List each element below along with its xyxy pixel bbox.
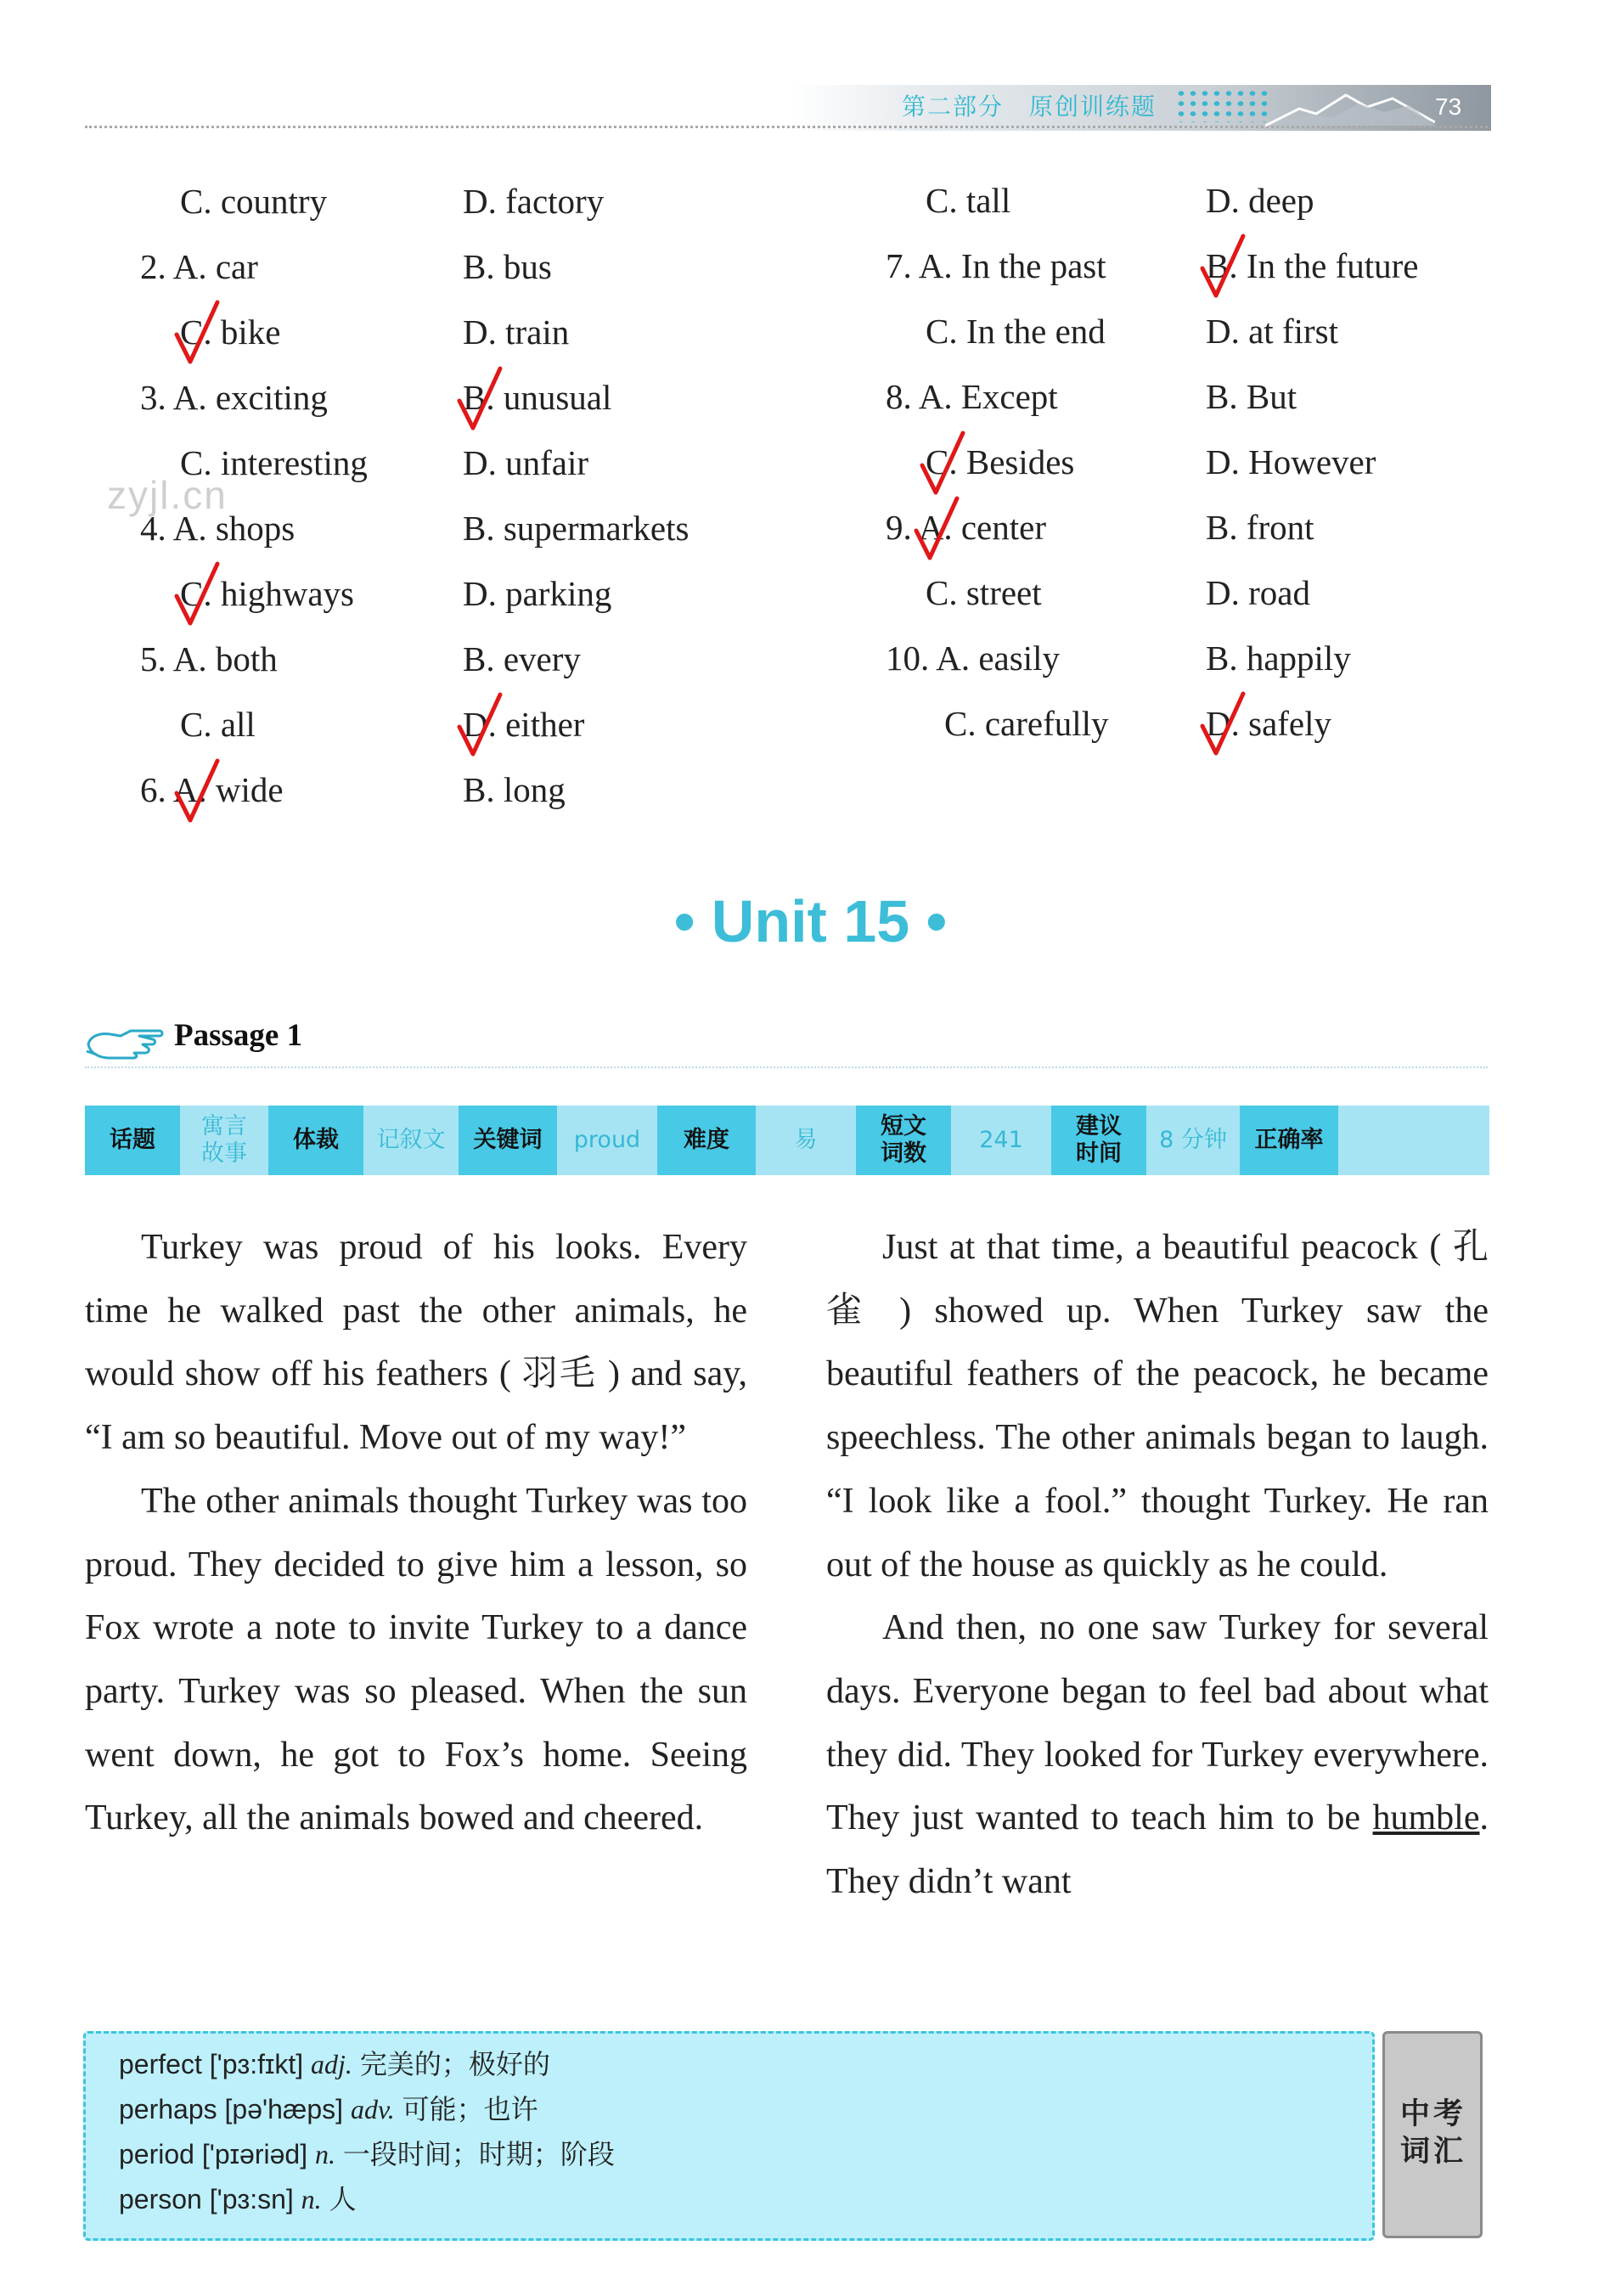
topic-value: 寓言故事 [180,1106,268,1175]
option-4d: D. parking [463,574,612,613]
accuracy-label: 正确率 [1240,1106,1338,1175]
option-5c: C. all [180,705,256,744]
check-mark-icon [456,689,507,763]
option-8d: D. However [1206,442,1376,481]
check-mark-icon [173,297,224,370]
passage-text: . They didn’t want [826,1798,1489,1902]
vocab-entry [119,2133,615,2172]
unit-title: • Unit 15 • [673,888,948,954]
option-9c: C. street [926,573,1042,612]
passage-text: And then, no one saw Turkey for several days. Everyone began to feel bad about what they did. They looked for Turkey everywhere. They just wanted to teach him to be [826,1608,1489,1838]
passage-right-column [826,1216,1489,1914]
check-mark-icon [173,756,224,829]
vocab-pos: n. [301,2184,322,2214]
vocab-word: person [119,2184,202,2214]
passage-left-column [85,1216,747,1850]
difficulty-label: 难度 [657,1106,756,1175]
option-4c: C. highways [180,574,354,613]
passage-paragraph: Just at that time, a beautiful peacock ( 孔雀 ) showed up. When Turkey saw the beautiful feathers of the peacock, he became speechless. The other animals began to laugh. “I look like a fool.” thought Turkey. He ran out of the house as quickly as he could. [826,1228,1489,1584]
check-mark-icon [456,363,507,436]
dot-pattern [1175,88,1269,122]
passage-paragraph: The other animals thought Turkey was too proud. They decided to give him a lesson, so Fox wrote a note to invite Turkey to a dance party. Turkey was so pleased. When the sun went down, he got to Fox’s home. Seeing Turkey, all the animals bowed and cheered. [85,1481,747,1838]
passage-label: Passage 1 [174,1018,303,1053]
difficulty-value: 易 [756,1106,856,1175]
topic-label: 话题 [85,1106,180,1175]
option-9a: 9. A. center [886,508,1046,547]
vocab-meaning: 完美的；极好的 [359,2048,550,2080]
vocab-ipa: ['pɪəriəd] [201,2139,308,2169]
passage-paragraph [826,1596,1489,1914]
time-value: 8 分钟 [1146,1106,1240,1175]
option-7c: C. In the end [926,312,1106,351]
option-5d: D. either [463,705,585,744]
option-8b: B. But [1206,377,1297,416]
word-count-label: 短文词数 [856,1106,951,1175]
vocab-meaning: 人 [329,2183,357,2215]
option-10c: C. carefully [944,704,1109,743]
option-4a: 4. A. shops [140,509,295,548]
word-count-value: 241 [951,1106,1051,1175]
vocab-entry [119,2043,550,2082]
vocab-entry [119,2088,538,2127]
accuracy-value [1338,1106,1489,1175]
underlined-word: humble [1372,1798,1480,1838]
watermark: zyjl.cn [107,473,228,517]
vocab-pos: adv. [350,2094,395,2124]
option-6c: C. tall [926,181,1011,220]
option-5b: B. every [463,639,581,678]
option-7d: D. at first [1206,312,1338,351]
vocab-ipa: [pə'hæps] [224,2094,344,2124]
option-10b: B. happily [1206,639,1351,678]
check-mark-icon [1199,689,1250,762]
option-10d: D. safely [1206,704,1332,743]
option-3c: C. interesting [180,443,368,482]
passage-paragraph: Turkey was proud of his looks. Every time he walked past the other animals, he would show off his feathers ( 羽毛 ) and say, “I am so beautiful. Move out of my way!” [85,1228,747,1458]
vocab-entry [119,2178,357,2217]
vocab-meaning: 可能；也许 [402,2093,538,2125]
check-mark-icon [919,428,970,501]
option-8c: C. Besides [926,442,1075,481]
keyword-value: proud [557,1106,657,1175]
option-7a: 7. A. In the past [886,246,1106,285]
vocab-word: period [119,2139,194,2169]
option-2b: B. bus [463,247,552,286]
option-6d: D. deep [1206,181,1314,220]
option-10a: 10. A. easily [886,639,1060,678]
option-3b: B. unusual [463,378,612,417]
vocab-word: perfect [119,2049,202,2079]
vocab-pos: n. [314,2139,335,2169]
option-9d: D. road [1206,573,1310,612]
option-6a: 6. A. wide [140,770,284,809]
option-2c: C. bike [180,312,281,352]
option-1d: D. factory [463,182,605,221]
check-mark-icon [173,559,224,632]
vocab-tab-label: 中考词汇 [1399,2097,1466,2169]
option-4b: B. supermarkets [463,509,689,548]
option-2d: D. train [463,312,570,352]
option-5a: 5. A. both [140,639,278,678]
mountain-graphic [1265,88,1435,127]
time-label: 建议时间 [1051,1106,1146,1175]
genre-label: 体裁 [268,1106,363,1175]
option-1c: C. country [180,182,328,221]
vocab-ipa: ['pɜ:fɪkt] [209,2049,304,2079]
section-title: 第二部分 原创训练题 [902,93,1157,121]
vocab-meaning: 一段时间；时期；阶段 [342,2138,615,2170]
option-2a: 2. A. car [140,247,258,286]
vocab-word: perhaps [119,2094,217,2124]
vocab-pos: adj. [311,2049,352,2079]
option-8a: 8. A. Except [886,377,1058,416]
option-6b: B. long [463,770,566,809]
check-mark-icon [913,493,964,566]
option-7b: B. In the future [1206,246,1419,285]
page-number: 73 [1435,93,1462,120]
genre-value: 记叙文 [363,1106,459,1175]
check-mark-icon [1199,231,1250,304]
keyword-label: 关键词 [459,1106,557,1175]
option-9b: B. front [1206,508,1314,547]
vocab-ipa: ['pɜ:sn] [209,2184,294,2214]
option-3a: 3. A. exciting [140,378,328,417]
info-bar [85,1106,1489,1175]
passage-divider [85,1066,1488,1068]
pointing-hand-icon [85,1019,166,1060]
option-3d: D. unfair [463,443,589,482]
